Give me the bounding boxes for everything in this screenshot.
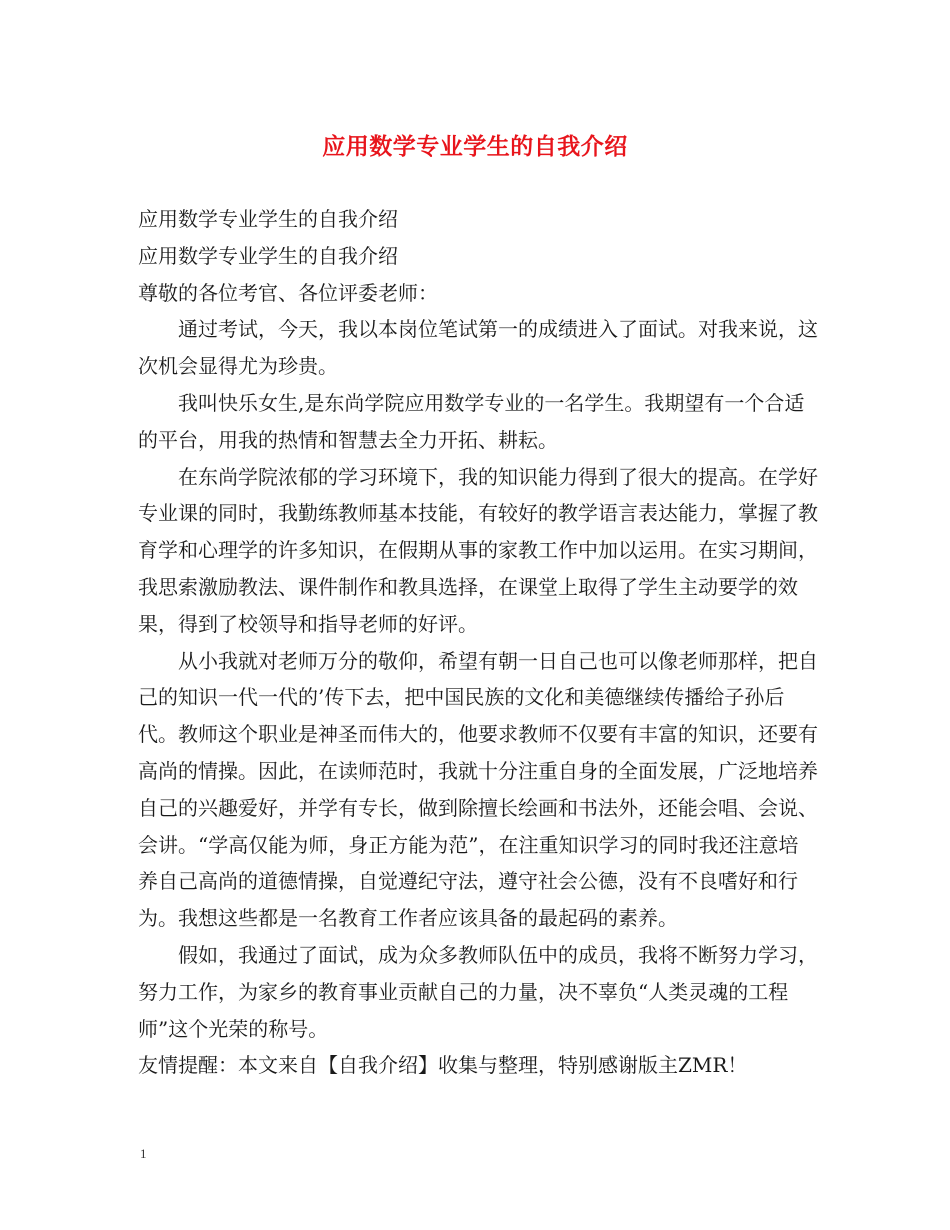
paragraph: 假如，我通过了面试，成为众多教师队伍中的成员，我将不断努力学习，努力工作，为家乡的教育事业贡献自己的力量，决不辜负“人类灵魂的工程师”这个光荣的称号。 [138, 942, 818, 1041]
document-title: 应用数学专业学生的自我介绍 [322, 134, 628, 160]
paragraph: 应用数学专业学生的自我介绍 [138, 243, 398, 268]
source-note: 友情提醒：本文来自【自我介绍】收集与整理，特别感谢版主ZMR！ [138, 1053, 748, 1078]
paragraph: 应用数学专业学生的自我介绍 [138, 207, 398, 231]
document-body [138, 201, 818, 1084]
paragraph: 从小我就对老师万分的敬仰，希望有朝一日自己也可以像老师那样，把自己的知识一代一代的’传下去，把中国民族的文化和美德继续传播给子孙后代。教师这个职业是神圣而伟大的，他要求教师不仅要有丰富的知识，还要有高尚的情操。因此，在读师范时，我就十分注重自身的全面发展，广泛地培养自己的兴趣爱好，并学有专长，做到除擅长绘画和书法外，还能会唱、会说、会讲。“学高仅能为师，身正方能为范”，在注重知识学习的同时我还注意培养自己高尚的道德情操，自觉遵纪守法，遵守社会公德，没有不良嗜好和行为。我想这些都是一名教育工作者应该具备的最起码的素养。 [138, 648, 818, 931]
paragraph: 在东尚学院浓郁的学习环境下，我的知识能力得到了很大的提高。在学好专业课的同时，我勤练教师基本技能，有较好的教学语言表达能力，掌握了教育学和心理学的许多知识，在假期从事的家教工作中加以运用。在实习期间，我思索激励教法、课件制作和教具选择，在课堂上取得了学生主动要学的效果，得到了校领导和指导老师的好评。 [138, 464, 818, 636]
salutation: 尊敬的各位考官、各位评委老师： [138, 280, 438, 305]
paragraph: 我叫快乐女生,是东尚学院应用数学专业的一名学生。我期望有一个合适的平台，用我的热情和智慧去全力开拓、耕耘。 [138, 390, 805, 452]
page-number: 1 [140, 1146, 147, 1161]
paragraph: 通过考试，今天，我以本岗位笔试第一的成绩进入了面试。对我来说，这次机会显得尤为珍贵。 [138, 317, 818, 379]
